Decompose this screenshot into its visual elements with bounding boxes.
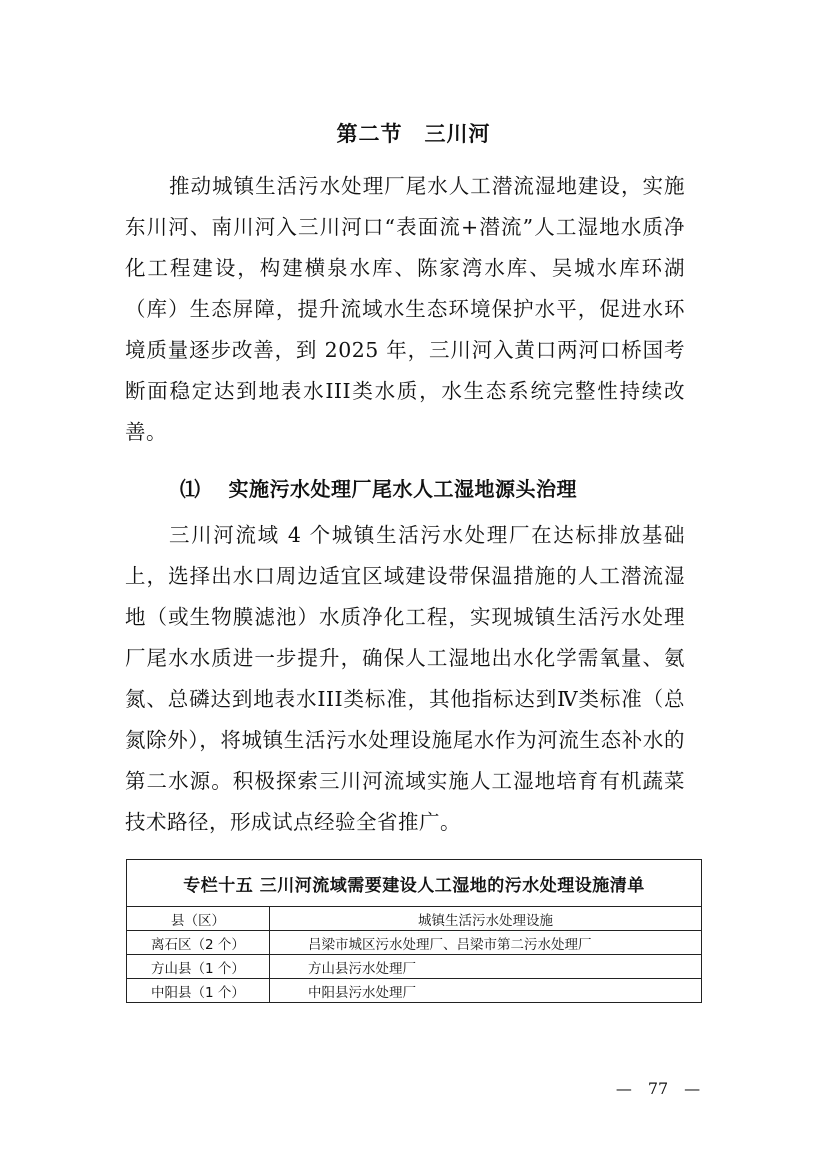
section-title: 第二节 三川河 (336, 122, 491, 146)
subheading (180, 469, 577, 510)
table-row (127, 979, 702, 1003)
facility-table (126, 859, 702, 1003)
table-row (127, 955, 702, 979)
subheading-number: ⑴ (180, 477, 201, 501)
page-number: — 77 — (615, 1079, 701, 1098)
table-cell-facilities: 中阳县污水处理厂 (270, 979, 702, 1003)
table-cell-county: 中阳县（1 个） (127, 979, 270, 1003)
table-cell-county: 离石区（2 个） (127, 931, 270, 955)
table-row (127, 931, 702, 955)
table-caption-row (127, 860, 702, 907)
table-cell-county: 方山县（1 个） (127, 955, 270, 979)
subheading-text: 实施污水处理厂尾水人工湿地源头治理 (228, 477, 577, 501)
table-cell-facilities: 吕梁市城区污水处理厂、吕梁市第二污水处理厂 (270, 931, 702, 955)
table-header-facilities: 城镇生活污水处理设施 (270, 907, 702, 931)
paragraph-source-treatment: 三川河流域 4 个城镇生活污水处理厂在达标排放基础上，选择出水口周边适宜区域建设带保温措施的人工潜流湿地（或生物膜滤池）水质净化工程，实现城镇生活污水处理厂尾水水质进一步提升，确保人工湿地出水化学需氧量、氨氮、总磷达到地表水III类标准，其他指标达到Ⅳ类标准（总氮除外），将城镇生活污水处理设施尾水作为河流生态补水的第二水源。积极探索三川河流域实施人工湿地培育有机蔬菜技术路径，形成试点经验全省推广。 (125, 523, 685, 834)
table-header-county: 县（区） (127, 907, 270, 931)
paragraph-intro: 推动城镇生活污水处理厂尾水人工潜流湿地建设，实施东川河、南川河入三川河口“表面流+潜流”人工湿地水质净化工程建设，构建横泉水库、陈家湾水库、吴城水库环湖（库）生态屏障，提升流域水生态环境保护水平，促进水环境质量逐步改善，到 2025 年，三川河入黄口两河口桥国考断面稳定达到地表水III类水质，水生态系统完整性持续改善。 (125, 174, 685, 444)
table-cell-facilities: 方山县污水处理厂 (270, 955, 702, 979)
table-caption: 专栏十五 三川河流域需要建设人工湿地的污水处理设施清单 (127, 860, 702, 907)
table-header-row (127, 907, 702, 931)
